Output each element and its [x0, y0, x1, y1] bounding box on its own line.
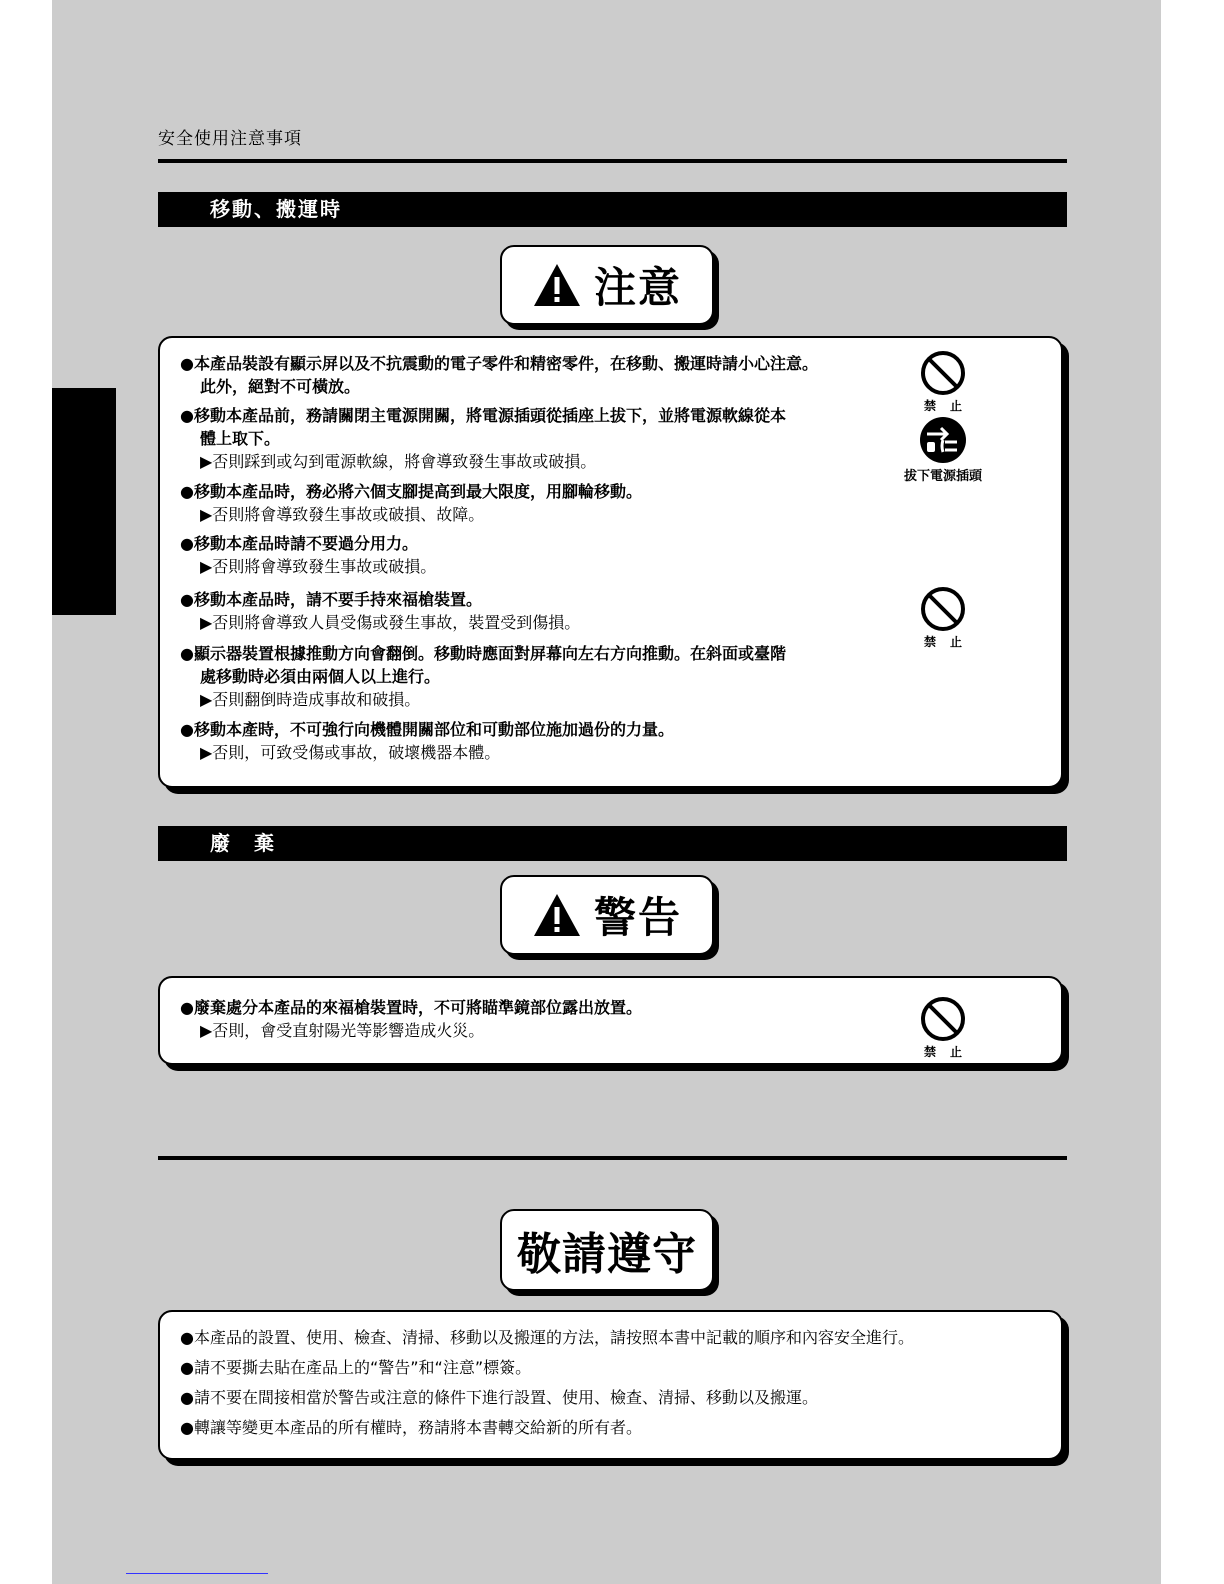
- prohibit-sign-1: 禁止: [898, 350, 988, 414]
- prohibit-icon: [920, 350, 966, 396]
- list-item: ●移動本產品時，請不要手持來福槍裝置。 ▶否則將會導致人員受傷或發生事故，裝置受到傷損。: [180, 590, 581, 632]
- prohibit-icon: [920, 996, 966, 1042]
- list-item: ●本產品裝設有顯示屏以及不抗震動的電子零件和精密零件，在移動、搬運時請小心注意。 此外，絕對不可橫放。: [180, 354, 818, 396]
- caution-label: [500, 245, 714, 325]
- page-header-title: 安全使用注意事項: [158, 129, 302, 149]
- prohibit-sign-2: 禁止: [898, 586, 988, 650]
- warning-label: [500, 875, 714, 955]
- list-item: ●移動本產品時請不要過分用力。 ▶否則將會導致發生事故或破損。: [180, 534, 437, 576]
- list-item: ●本產品的設置、使用、檢查、清掃、移動以及搬運的方法，請按照本書中記載的順序和內容安全進行。: [180, 1328, 914, 1347]
- prohibit-sign-3: 禁止: [898, 996, 988, 1060]
- list-item: ●移動本產品時，務必將六個支腳提高到最大限度，用腳輪移動。 ▶否則將會導致發生事故或破損、故障。: [180, 482, 642, 524]
- unplug-sign: 拔下電源插頭: [898, 416, 988, 484]
- warning-triangle-icon: [532, 262, 582, 308]
- compliance-label-text: 敬請遵守: [517, 1229, 697, 1280]
- warning-triangle-icon: [532, 892, 582, 938]
- list-item: ●請不要撕去貼在產品上的“警告”和“注意”標簽。: [180, 1358, 532, 1377]
- caution-label-text: 注意: [593, 263, 682, 312]
- compliance-box: [158, 1310, 1063, 1460]
- list-item: ●廢棄處分本產品的來福槍裝置時，不可將瞄準鏡部位露出放置。 ▶否則，會受直射陽光等影響造成火災。: [180, 998, 642, 1040]
- header-rule: [158, 159, 1067, 163]
- moving-caution-box: [158, 336, 1063, 788]
- bottom-link-line: [126, 1573, 268, 1574]
- list-item: ●移動本產品前，務請關閉主電源開關，將電源插頭從插座上拔下，並將電源軟線從本 體上取下。 ▶否則踩到或勾到電源軟線，將會導致發生事故或破損。: [180, 406, 786, 471]
- list-item: ●顯示器裝置根據推動方向會翻倒。移動時應面對屏幕向左右方向推動。在斜面或臺階 處移動時必須由兩個人以上進行。 ▶否則翻倒時造成事故和破損。: [180, 644, 786, 709]
- section-title-disposal: 廢 棄: [158, 826, 1067, 861]
- compliance-label: [500, 1209, 714, 1291]
- unplug-icon: [919, 416, 967, 464]
- list-item: ●移動本產時，不可強行向機體開關部位和可動部位施加過份的力量。 ▶否則，可致受傷或事故，破壞機器本體。: [180, 720, 674, 762]
- section-title-moving: 移動、搬運時: [158, 192, 1067, 227]
- prohibit-icon: [920, 586, 966, 632]
- list-item: ●轉讓等變更本產品的所有權時，務請將本書轉交給新的所有者。: [180, 1418, 642, 1437]
- disposal-warning-box: [158, 976, 1063, 1065]
- chapter-tab: [52, 388, 116, 615]
- divider-rule: [158, 1156, 1067, 1160]
- warning-label-text: 警告: [593, 893, 682, 942]
- list-item: ●請不要在間接相當於警告或注意的條件下進行設置、使用、檢查、清掃、移動以及搬運。: [180, 1388, 818, 1407]
